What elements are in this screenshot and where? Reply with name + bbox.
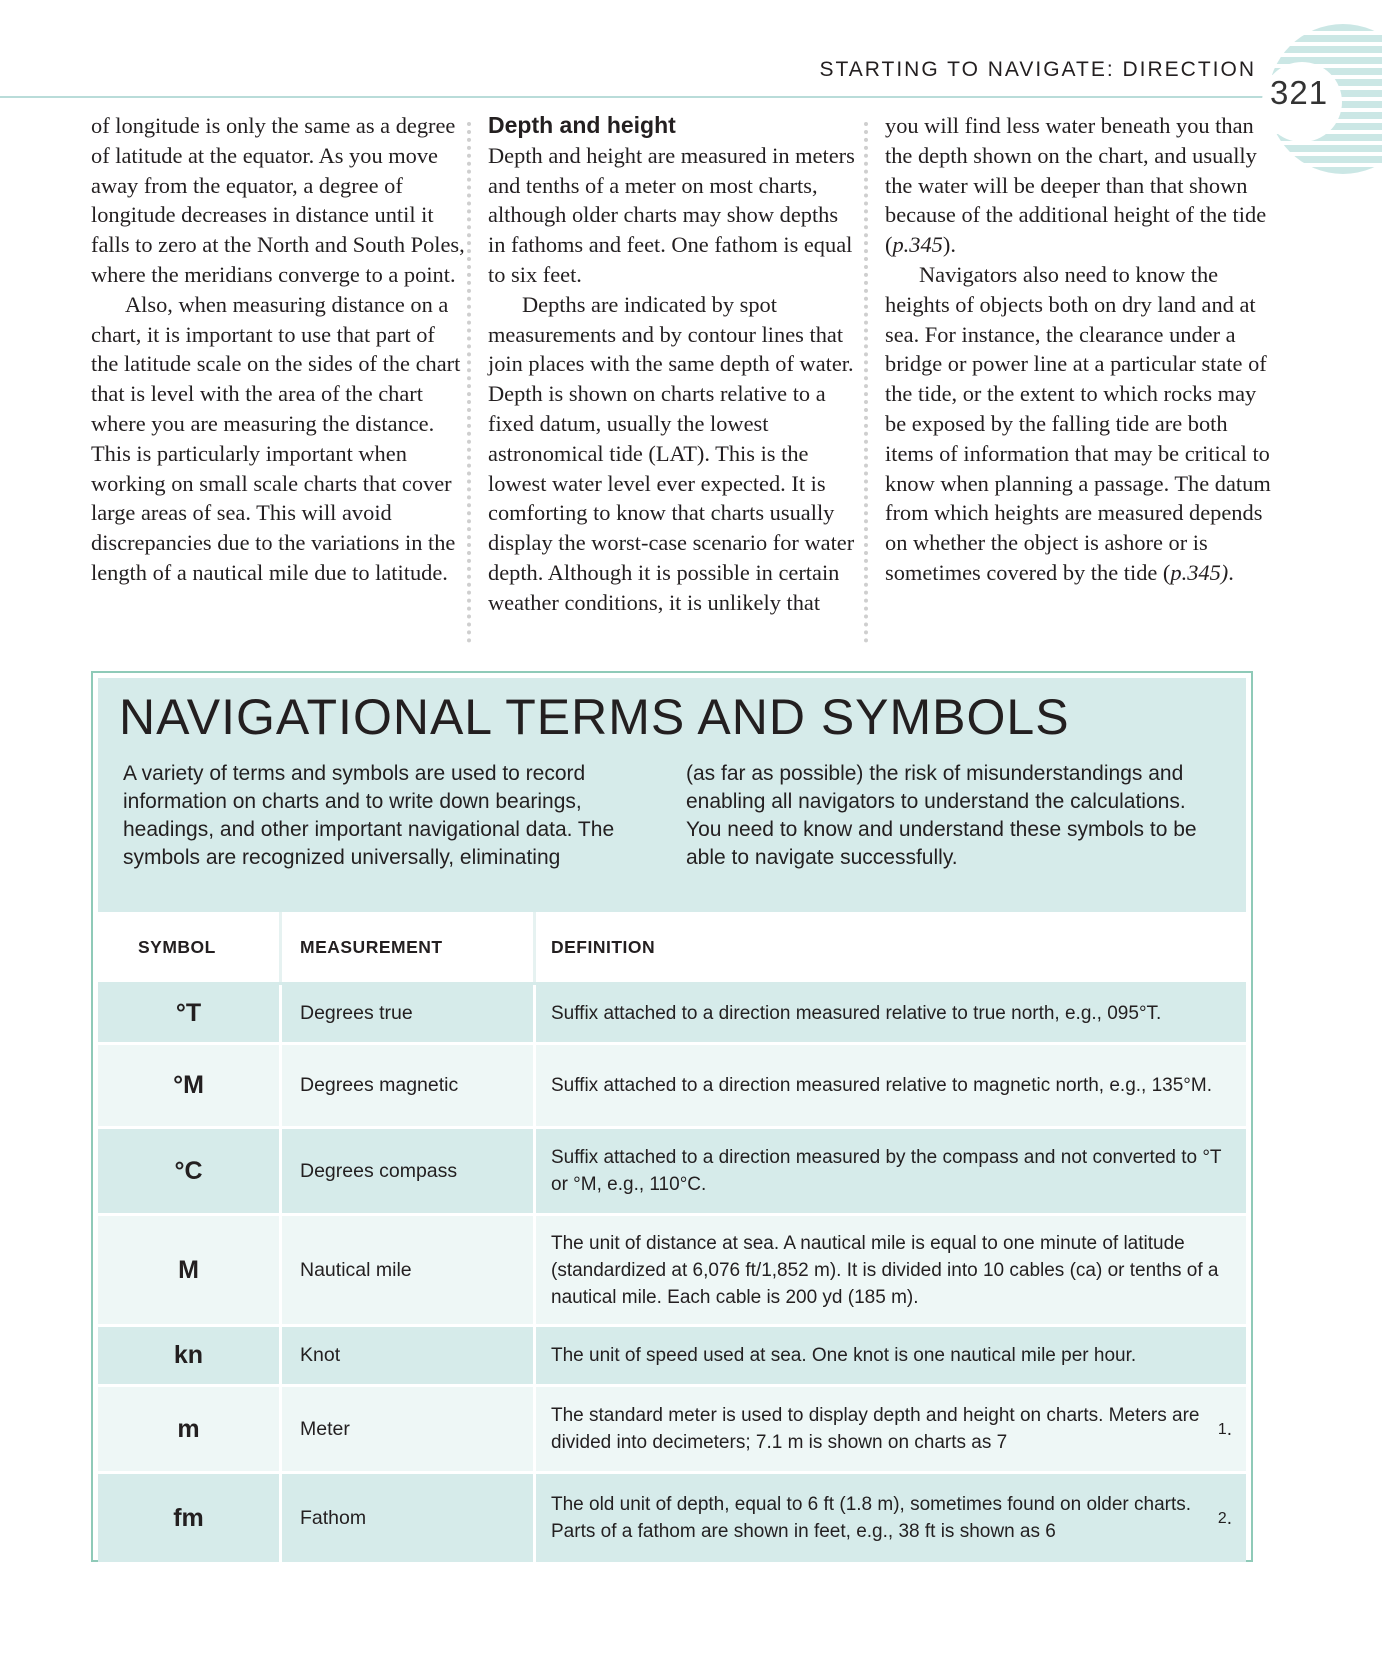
column-divider bbox=[864, 122, 868, 643]
header-measurement: MEASUREMENT bbox=[282, 912, 536, 982]
panel-intro-right bbox=[686, 760, 1226, 872]
col1-paragraph: Also, when measuring distance on a chart, it is important to use that part of the latitude scale on the sides of the chart that is level with the area of the chart where you are measuring the distance. This is particularly important when working on small scale charts that cover large areas of sea. This will avoid discrepancies due to the variations in the length of a nautical mile due to latitude. bbox=[91, 291, 461, 585]
definition-subscript: 1 bbox=[1217, 1420, 1227, 1438]
panel-title: NAVIGATIONAL TERMS AND SYMBOLS bbox=[119, 689, 1070, 745]
table-row bbox=[98, 1045, 1246, 1129]
measurement-cell: Degrees magnetic bbox=[282, 1045, 536, 1126]
definition-subscript: 2 bbox=[1217, 1509, 1227, 1527]
measurement-cell: Fathom bbox=[282, 1474, 536, 1562]
symbol-cell: °C bbox=[98, 1129, 282, 1213]
measurement-cell: Meter bbox=[282, 1387, 536, 1471]
definition-cell: The unit of speed used at sea. One knot is one nautical mile per hour. bbox=[551, 1345, 1137, 1366]
definition-cell bbox=[536, 1387, 1246, 1471]
col3-paragraph bbox=[885, 111, 1271, 260]
col3-text-end: ). bbox=[942, 232, 956, 258]
table-row bbox=[98, 1387, 1246, 1474]
measurement-cell: Degrees true bbox=[282, 985, 536, 1042]
header-symbol: SYMBOL bbox=[98, 912, 282, 982]
col3-paragraph bbox=[885, 260, 1271, 588]
definition-cell bbox=[536, 1474, 1246, 1562]
table-row bbox=[98, 1129, 1246, 1216]
column-divider bbox=[467, 122, 471, 643]
symbol-cell: °T bbox=[98, 985, 282, 1042]
symbol-cell: kn bbox=[98, 1327, 282, 1384]
col3-text-end: . bbox=[1228, 559, 1234, 585]
running-head: STARTING TO NAVIGATE: DIRECTION bbox=[819, 58, 1256, 81]
col2-paragraph: Depth and height are measured in meters and tenths of a meter on most charts, although older charts may show depths in fathoms and feet. One fathom is equal to six feet. bbox=[488, 142, 855, 287]
symbol-cell: °M bbox=[98, 1045, 282, 1126]
symbol-cell: M bbox=[98, 1216, 282, 1324]
definition-text: The standard meter is used to display depth and height on charts. Meters are divided into decimeters; 7.1 m is shown on charts as 7 bbox=[551, 1405, 1200, 1453]
panel-intro-left bbox=[123, 760, 643, 872]
header-definition: DEFINITION bbox=[551, 936, 656, 957]
intro-text: (as far as possible) the risk of misunderstandings and enabling all navigators to understand the calculations. You need to know and understand these symbols to be able to navigate successfully. bbox=[686, 762, 1197, 869]
col3-text: you will find less water beneath you than the depth shown on the chart, and usually the water will be deeper than that shown because of the additional height of the tide ( bbox=[885, 113, 1267, 258]
table-row bbox=[98, 1327, 1246, 1387]
body-column-1 bbox=[91, 111, 467, 588]
table-row bbox=[98, 1474, 1246, 1562]
symbol-cell: fm bbox=[98, 1474, 282, 1562]
definition-cell: Suffix attached to a direction measured relative to true north, e.g., 095°T. bbox=[551, 1003, 1162, 1024]
symbol-cell: m bbox=[98, 1387, 282, 1471]
definition-cell: The unit of distance at sea. A nautical mile is equal to one minute of latitude (standardized at 6,076 ft/1,852 m). It is divided into 10 cables (ca) or tenths of a nautical mile. Each cable is 200 yd (185 m). bbox=[551, 1232, 1219, 1308]
page-number: 321 bbox=[1270, 74, 1329, 111]
definition-cell: Suffix attached to a direction measured relative to magnetic north, e.g., 135°M. bbox=[551, 1075, 1213, 1096]
body-column-3 bbox=[885, 111, 1271, 588]
table-header-row bbox=[98, 912, 1246, 985]
page-reference: p.345 bbox=[892, 232, 943, 258]
definition-text: The old unit of depth, equal to 6 ft (1.8 m), sometimes found on older charts. Parts of a fathom are shown in feet, e.g., 38 ft is shown as 6 bbox=[551, 1494, 1192, 1542]
col3-text: Navigators also need to know the heights of objects both on dry land and at sea. For instance, the clearance under a bridge or power line at a particular state of the tide, or the extent to which rocks may be exposed by the falling tide are both items of information that may be critical to know when planning a passage. The datum from which heights are measured depends on whether the object is ashore or is sometimes covered by the tide ( bbox=[885, 261, 1271, 585]
definition-text-end: . bbox=[1226, 1418, 1232, 1440]
measurement-cell: Degrees compass bbox=[282, 1129, 536, 1213]
section-heading: Depth and height bbox=[488, 112, 676, 138]
measurement-cell: Knot bbox=[282, 1327, 536, 1384]
col2-paragraph: Depths are indicated by spot measurements and by contour lines that join places with the same depth of water. Depth is shown on charts relative to a fixed datum, usually the lowest astronomical tide (LAT). This is the lowest water level ever expected. It is comforting to know that charts usually display the worst-case scenario for water depth. Although it is possible in certain weather conditions, it is unlikely that bbox=[488, 291, 855, 615]
header-rule bbox=[0, 96, 1320, 98]
definition-cell: Suffix attached to a direction measured by the compass and not converted to °T or °M, e.g., 110°C. bbox=[551, 1147, 1222, 1195]
page-reference: p.345) bbox=[1170, 559, 1229, 585]
table-row bbox=[98, 1216, 1246, 1327]
definition-text-end: . bbox=[1226, 1507, 1232, 1529]
intro-text: A variety of terms and symbols are used to record information on charts and to write down bearings, headings, and other important navigational data. The symbols are recognized universally, eliminating bbox=[123, 762, 615, 869]
table-row bbox=[98, 985, 1246, 1045]
col1-paragraph: of longitude is only the same as a degree of latitude at the equator. As you move away from the equator, a degree of longitude decreases in distance until it falls to zero at the North and South Poles, where the meridians converge to a point. bbox=[91, 113, 465, 287]
measurement-cell: Nautical mile bbox=[282, 1216, 536, 1324]
body-column-2 bbox=[488, 111, 860, 618]
symbols-table bbox=[98, 912, 1246, 1562]
